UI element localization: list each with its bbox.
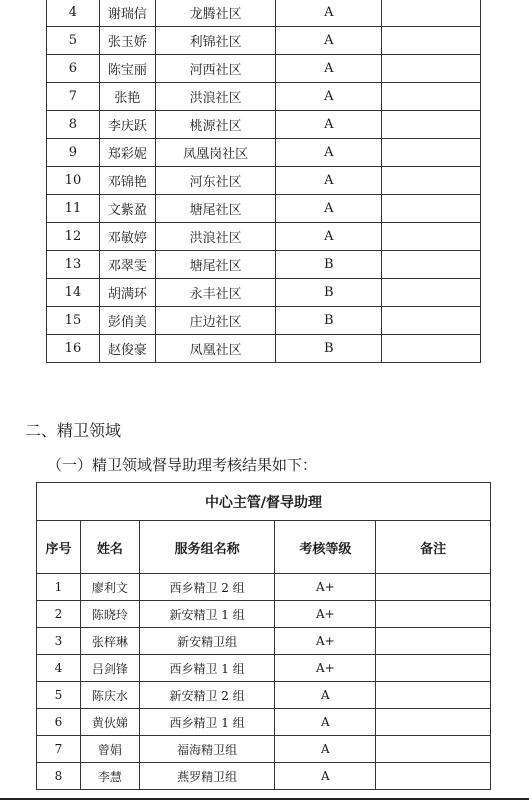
- cell-community: 塘尾社区: [155, 195, 276, 223]
- cell-grade: A: [276, 111, 382, 139]
- cell-name: 李庆跃: [99, 111, 155, 139]
- cell-no: 4: [37, 655, 81, 682]
- table-row: [47, 111, 481, 139]
- cell-grade: A: [275, 709, 376, 736]
- cell-name: 陈晓玲: [80, 601, 139, 628]
- table-header-row: [37, 521, 491, 574]
- cell-community: 凤凰社区: [155, 335, 276, 363]
- cell-grade: A: [276, 167, 382, 195]
- cell-group: 西乡精卫 2 组: [139, 574, 275, 601]
- cell-grade: B: [276, 335, 382, 363]
- psych-table-body: [37, 483, 491, 790]
- cell-group: 燕罗精卫组: [139, 763, 275, 790]
- cell-no: 6: [47, 55, 100, 83]
- cell-note: [382, 251, 481, 279]
- table-row: [47, 83, 481, 111]
- header-note: 备注: [376, 521, 491, 574]
- cell-note: [376, 682, 491, 709]
- cell-note: [382, 335, 481, 363]
- cell-community: 河东社区: [155, 167, 276, 195]
- cell-community: 利锦社区: [155, 27, 276, 55]
- cell-grade: A: [276, 139, 382, 167]
- cell-note: [382, 111, 481, 139]
- cell-name: 谢瑞信: [99, 0, 155, 27]
- cell-community: 洪浪社区: [155, 83, 276, 111]
- table-row: [37, 601, 491, 628]
- cell-grade: A: [275, 682, 376, 709]
- cell-grade: A: [276, 55, 382, 83]
- cell-no: 7: [37, 736, 81, 763]
- cell-note: [382, 167, 481, 195]
- cell-no: 5: [37, 682, 81, 709]
- cell-grade: B: [276, 279, 382, 307]
- cell-name: 李慧: [80, 763, 139, 790]
- cell-no: 15: [47, 307, 100, 335]
- cell-note: [376, 736, 491, 763]
- cell-no: 6: [37, 709, 81, 736]
- cell-group: 新安精卫 1 组: [139, 601, 275, 628]
- cell-group: 西乡精卫 1 组: [139, 655, 275, 682]
- cell-name: 文紫盈: [99, 195, 155, 223]
- cell-no: 13: [47, 251, 100, 279]
- cell-no: 12: [47, 223, 100, 251]
- cell-grade: A: [276, 27, 382, 55]
- cell-community: 河西社区: [155, 55, 276, 83]
- table-row: [37, 628, 491, 655]
- cell-no: 16: [47, 335, 100, 363]
- cell-grade: A: [275, 763, 376, 790]
- cell-community: 龙腾社区: [155, 0, 276, 27]
- cell-group: 福海精卫组: [139, 736, 275, 763]
- cell-no: 11: [47, 195, 100, 223]
- table-row: [37, 574, 491, 601]
- community-table-body: [47, 0, 481, 363]
- cell-note: [382, 83, 481, 111]
- sub-heading: （一）精卫领域督导助理考核结果如下：: [47, 456, 318, 474]
- cell-grade: A: [276, 0, 382, 27]
- cell-note: [382, 27, 481, 55]
- cell-grade: A+: [275, 655, 376, 682]
- header-name: 姓名: [80, 521, 139, 574]
- cell-community: 永丰社区: [155, 279, 276, 307]
- cell-community: 塘尾社区: [155, 251, 276, 279]
- page-bottom-rule: [0, 798, 529, 800]
- cell-name: 张梓琳: [80, 628, 139, 655]
- cell-name: 邓敏婷: [99, 223, 155, 251]
- cell-grade: A+: [275, 574, 376, 601]
- cell-note: [382, 0, 481, 27]
- table-row: [47, 167, 481, 195]
- cell-name: 彭俏美: [99, 307, 155, 335]
- cell-note: [376, 655, 491, 682]
- cell-group: 西乡精卫 1 组: [139, 709, 275, 736]
- table-row: [47, 223, 481, 251]
- cell-grade: B: [276, 307, 382, 335]
- cell-name: 吕剑锋: [80, 655, 139, 682]
- cell-no: 5: [47, 27, 100, 55]
- table-row: [47, 279, 481, 307]
- cell-note: [382, 55, 481, 83]
- cell-no: 8: [37, 763, 81, 790]
- cell-no: 1: [37, 574, 81, 601]
- cell-no: 2: [37, 601, 81, 628]
- cell-grade: B: [276, 251, 382, 279]
- cell-community: 桃源社区: [155, 111, 276, 139]
- cell-grade: A: [276, 223, 382, 251]
- cell-note: [376, 574, 491, 601]
- table-row: [37, 682, 491, 709]
- cell-community: 凤凰岗社区: [155, 139, 276, 167]
- table-row: [47, 335, 481, 363]
- cell-name: 郑彩妮: [99, 139, 155, 167]
- cell-no: 3: [37, 628, 81, 655]
- cell-note: [376, 601, 491, 628]
- cell-no: 10: [47, 167, 100, 195]
- table-row: [47, 195, 481, 223]
- cell-name: 胡满环: [99, 279, 155, 307]
- cell-note: [382, 223, 481, 251]
- cell-grade: A: [275, 736, 376, 763]
- table-row: [37, 709, 491, 736]
- cell-name: 陈宝丽: [99, 55, 155, 83]
- psych-assessment-table: [36, 482, 491, 790]
- cell-no: 7: [47, 83, 100, 111]
- cell-no: 8: [47, 111, 100, 139]
- header-no: 序号: [37, 521, 81, 574]
- header-grade: 考核等级: [275, 521, 376, 574]
- table-row: [37, 655, 491, 682]
- cell-note: [376, 763, 491, 790]
- table-row: [47, 27, 481, 55]
- cell-grade: A+: [275, 601, 376, 628]
- cell-group: 新安精卫 2 组: [139, 682, 275, 709]
- cell-name: 廖利文: [80, 574, 139, 601]
- cell-note: [382, 139, 481, 167]
- table-row: [47, 307, 481, 335]
- cell-community: 庄边社区: [155, 307, 276, 335]
- table-row: [37, 763, 491, 790]
- cell-name: 张玉娇: [99, 27, 155, 55]
- cell-no: 14: [47, 279, 100, 307]
- cell-no: 4: [47, 0, 100, 27]
- header-group: 服务组名称: [139, 521, 275, 574]
- table-row: [37, 736, 491, 763]
- cell-no: 9: [47, 139, 100, 167]
- table-title-row: [37, 483, 491, 521]
- cell-grade: A: [276, 195, 382, 223]
- table-row: [47, 139, 481, 167]
- section-heading: 二、精卫领域: [25, 421, 122, 440]
- cell-name: 陈庆水: [80, 682, 139, 709]
- cell-note: [382, 307, 481, 335]
- cell-note: [382, 279, 481, 307]
- table-row: [47, 251, 481, 279]
- cell-name: 曾娟: [80, 736, 139, 763]
- cell-name: 邓锦艳: [99, 167, 155, 195]
- community-assessment-table: [46, 0, 481, 363]
- cell-name: 张艳: [99, 83, 155, 111]
- cell-community: 洪浪社区: [155, 223, 276, 251]
- cell-name: 黄伙娣: [80, 709, 139, 736]
- cell-grade: A: [276, 83, 382, 111]
- cell-name: 邓翠雯: [99, 251, 155, 279]
- cell-note: [376, 709, 491, 736]
- cell-note: [382, 195, 481, 223]
- table-row: [47, 55, 481, 83]
- cell-group: 新安精卫组: [139, 628, 275, 655]
- table-row: [47, 0, 481, 27]
- table-title: 中心主管/督导助理: [37, 483, 491, 521]
- cell-note: [376, 628, 491, 655]
- cell-grade: A+: [275, 628, 376, 655]
- cell-name: 赵俊豪: [99, 335, 155, 363]
